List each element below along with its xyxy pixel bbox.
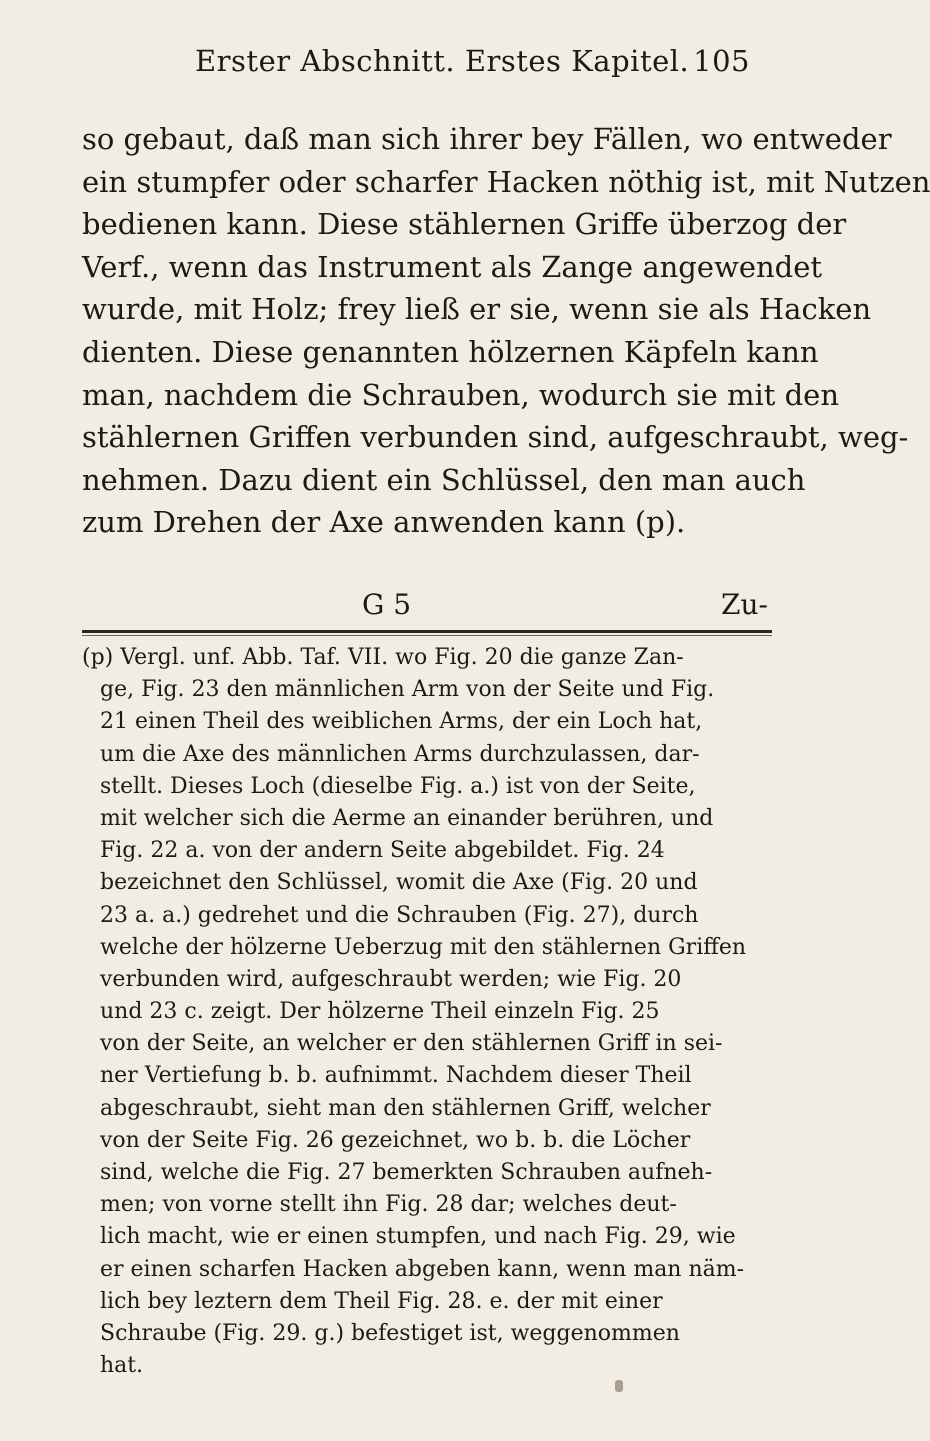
footnote-line: sind, welche die Fig. 27 bemerkten Schrauben aufneh- xyxy=(100,1160,713,1185)
footnote-rule-thin xyxy=(82,635,772,636)
footnote-line: er einen scharfen Hacken abgeben kann, wenn man näm- xyxy=(100,1256,745,1282)
main-text xyxy=(82,118,930,544)
footnote-line: abgeschraubt, sieht man den stählernen Griff, welcher xyxy=(100,1095,711,1121)
page-number: 105 xyxy=(693,44,750,78)
footnote-line: lich macht, wie er einen stumpfen, und nach Fig. 29, wie xyxy=(100,1224,736,1250)
text-line: dienten. Diese genannten hölzernen Käpfeln kann xyxy=(82,334,819,369)
footnote-line: stellt. Dieses Loch (dieselbe Fig. a.) ist von der Seite, xyxy=(100,773,696,799)
text-line: so gebaut, daß man sich ihrer bey Fällen, wo entweder xyxy=(82,122,892,156)
footnote-line: welche der hölzerne Ueberzug mit den stählernen Griffen xyxy=(100,934,747,960)
footnote-line: men; von vorne stellt ihn Fig. 28 dar; welches deut- xyxy=(100,1192,677,1218)
running-title: Erster Abschnitt. Erstes Kapitel. xyxy=(195,44,690,78)
text-line: zum Drehen der Axe anwenden kann (p). xyxy=(82,505,686,540)
signature-row xyxy=(82,588,768,628)
footnote-line: (p) Vergl. unf. Abb. Taf. VII. wo Fig. 20 die ganze Zan- xyxy=(82,645,684,670)
footnote-line: ner Vertiefung b. b. aufnimmt. Nachdem dieser Theil xyxy=(100,1063,692,1089)
ink-spot xyxy=(615,1380,623,1392)
footnote-line: lich bey leztern dem Theil Fig. 28. e. der mit einer xyxy=(100,1288,663,1314)
footnote-line: 21 einen Theil des weiblichen Arms, der ein Loch hat, xyxy=(100,709,703,735)
signature-mark: G 5 xyxy=(362,588,412,621)
footnote-line: 23 a. a.) gedrehet und die Schrauben (Fig. 27), durch xyxy=(100,902,699,928)
footnote-line: von der Seite, an welcher er den stählernen Griff in sei- xyxy=(100,1031,723,1057)
text-line: bedienen kann. Diese stählernen Griffe überzog der xyxy=(82,207,847,242)
footnote-line: bezeichnet den Schlüssel, womit die Axe (Fig. 20 und xyxy=(100,870,698,896)
footnote-line: ge, Fig. 23 den männlichen Arm von der Seite und Fig. xyxy=(100,677,715,703)
footnote-line: Schraube (Fig. 29. g.) befestiget ist, weggenommen xyxy=(100,1320,680,1346)
footnote-rule xyxy=(82,630,772,633)
catchword: Zu- xyxy=(721,588,768,621)
text-line: stählernen Griffen verbunden sind, aufgeschraubt, weg- xyxy=(82,420,909,455)
footnote-line: und 23 c. zeigt. Der hölzerne Theil einzeln Fig. 25 xyxy=(100,999,660,1025)
text-line: wurde, mit Holz; frey ließ er sie, wenn sie als Hacken xyxy=(82,292,872,327)
footnote-line: um die Axe des männlichen Arms durchzulassen, dar- xyxy=(100,741,700,767)
text-line: ein stumpfer oder scharfer Hacken nöthig ist, mit Nutzen xyxy=(82,164,930,199)
footnote-line: von der Seite Fig. 26 gezeichnet, wo b. b. die Löcher xyxy=(100,1127,691,1153)
footnote-line: hat. xyxy=(100,1353,144,1379)
footnote xyxy=(82,642,768,1382)
text-line: nehmen. Dazu dient ein Schlüssel, den man auch xyxy=(82,462,806,497)
footnote-line: mit welcher sich die Aerme an einander berühren, und xyxy=(100,805,714,831)
text-line: man, nachdem die Schrauben, wodurch sie mit den xyxy=(82,377,840,412)
text-line: Verf., wenn das Instrument als Zange angewendet xyxy=(82,249,823,284)
footnote-line: Fig. 22 a. von der andern Seite abgebildet. Fig. 24 xyxy=(100,838,665,864)
footnote-line: verbunden wird, aufgeschraubt werden; wie Fig. 20 xyxy=(100,966,682,992)
